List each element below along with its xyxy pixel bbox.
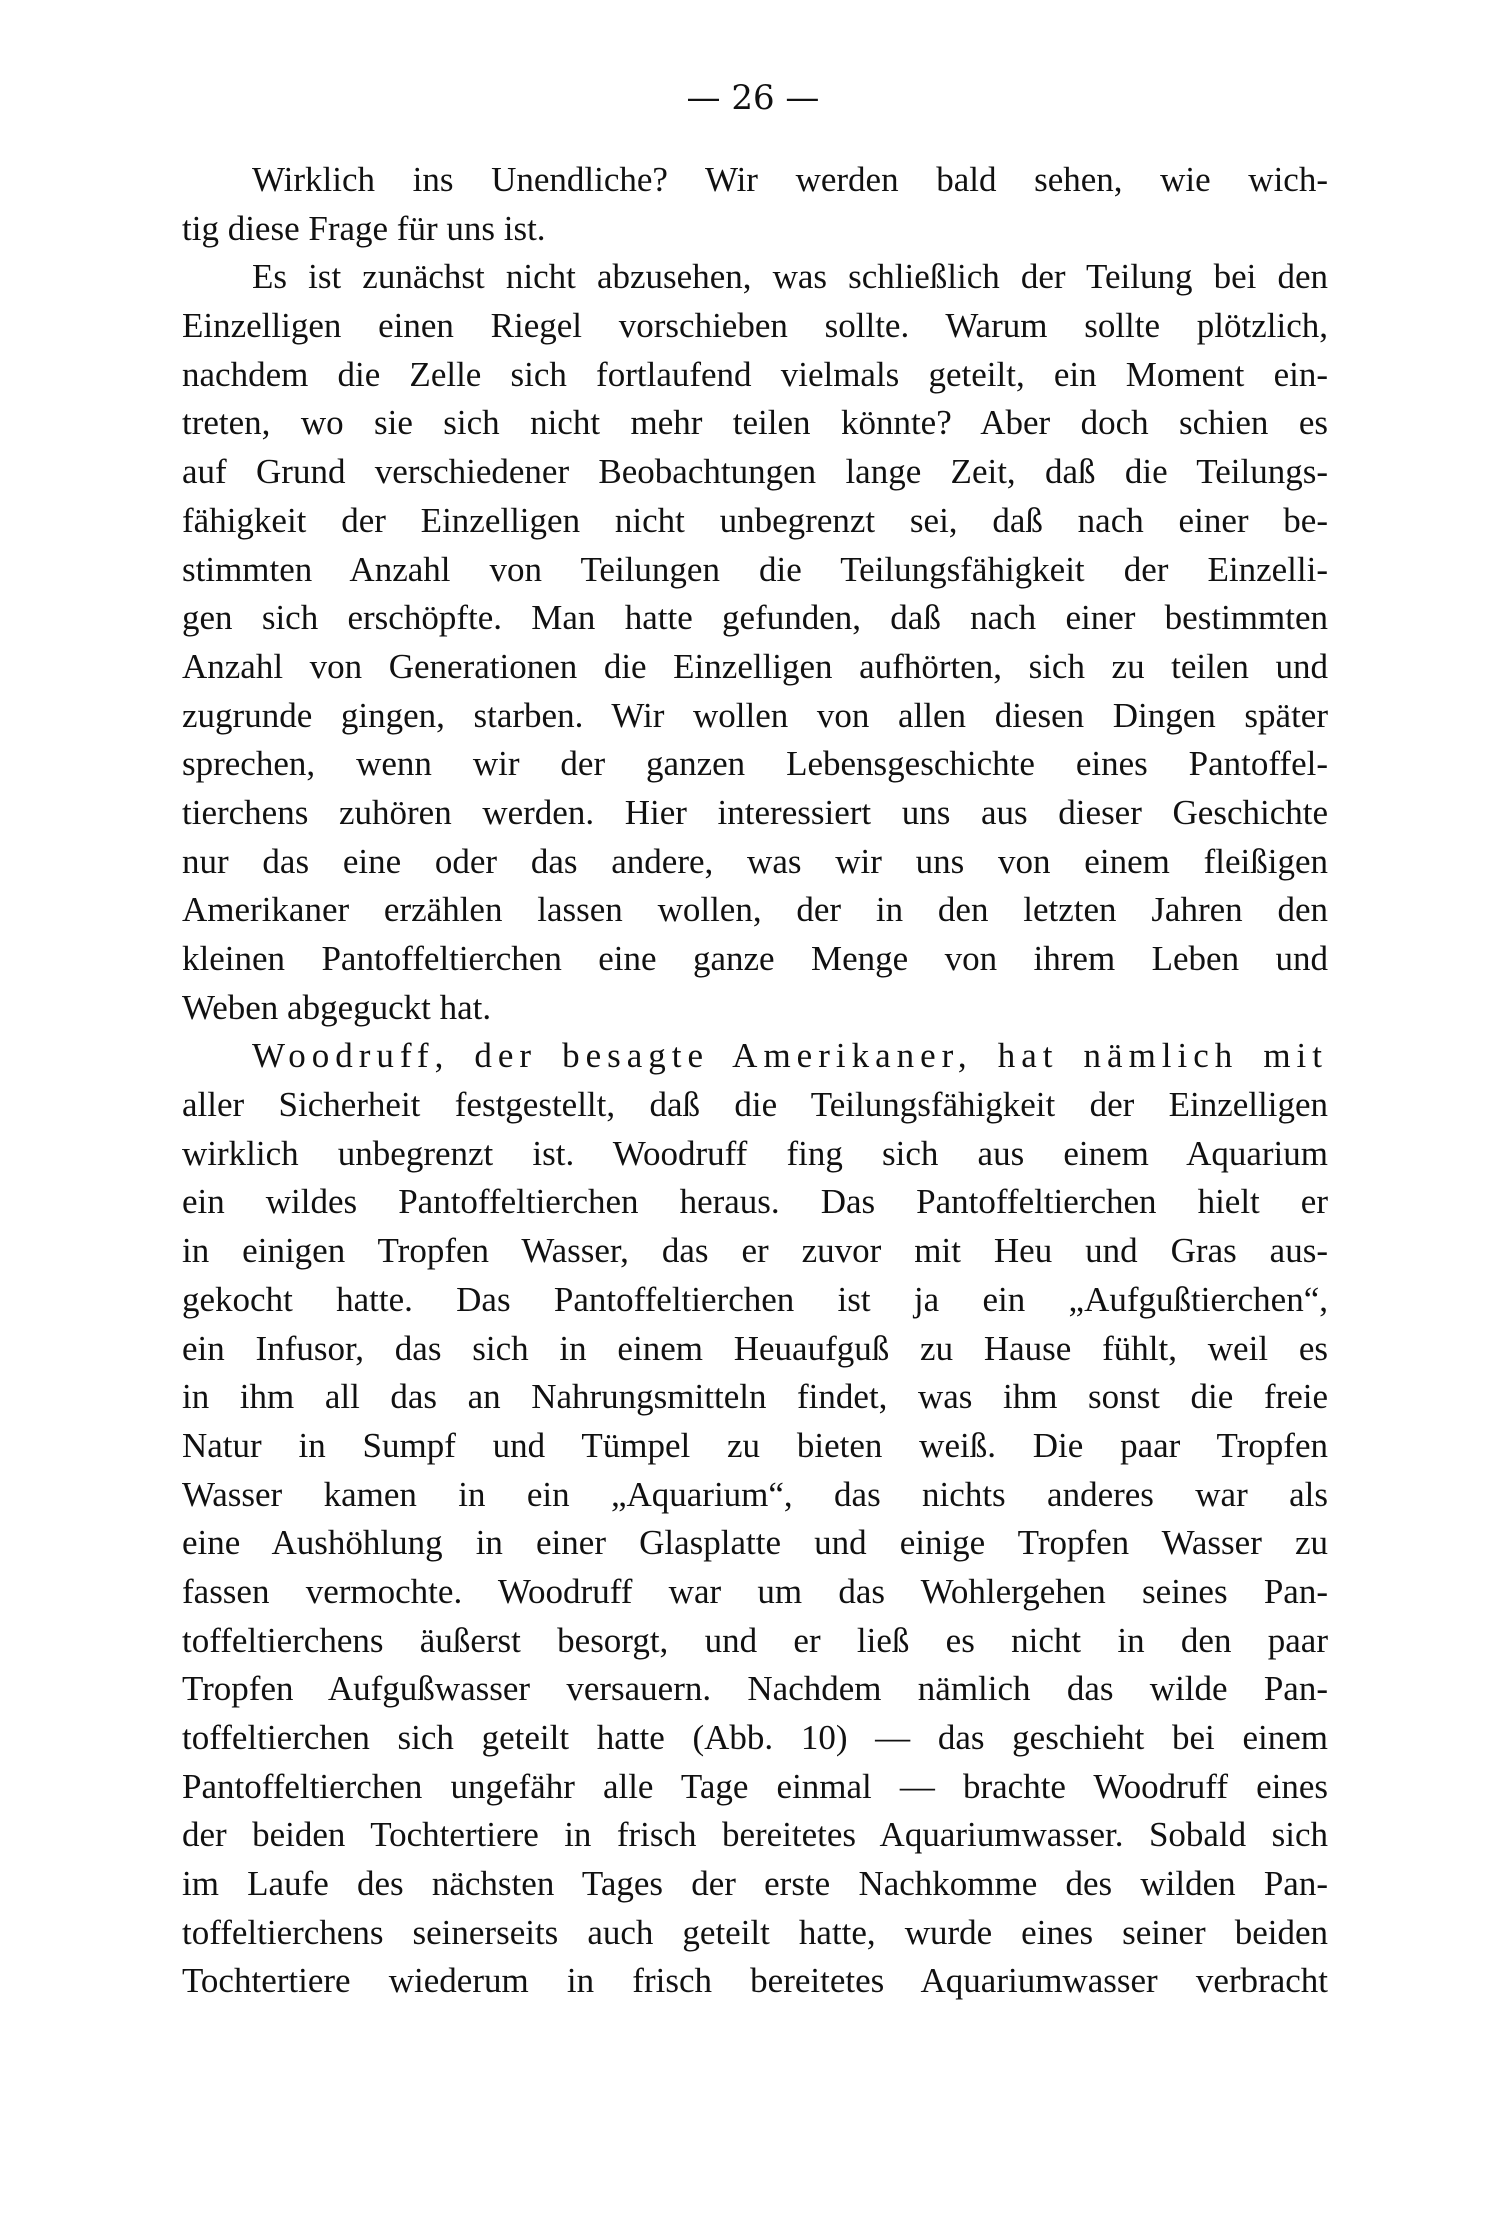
text-line: gekocht hatte. Das Pantoffeltierchen ist ja ein „Aufgußtierchen“,	[182, 1279, 1328, 1319]
text-line: ein Infusor, das sich in einem Heuaufguß zu Hause fühlt, weil es	[182, 1328, 1328, 1368]
text-line: stimmten Anzahl von Teilungen die Teilungsfähigkeit der Einzelli-	[182, 549, 1328, 589]
text-line: ein wildes Pantoffeltierchen heraus. Das Pantoffeltierchen hielt er	[182, 1182, 1328, 1222]
text-line: Einzelligen einen Riegel vorschieben sollte. Warum sollte plötzlich,	[182, 306, 1328, 346]
text-line: in ihm all das an Nahrungsmitteln findet, was ihm sonst die freie	[182, 1377, 1328, 1417]
text-line: Woodruff, der besagte Amerikaner, hat nämlich mit	[252, 1036, 1328, 1076]
text-line: nachdem die Zelle sich fortlaufend vielmals geteilt, ein Moment ein-	[182, 354, 1328, 394]
text-line: der beiden Tochtertiere in frisch bereitetes Aquariumwasser. Sobald sich	[182, 1815, 1328, 1855]
text-line: Pantoffeltierchen ungefähr alle Tage einmal — brachte Woodruff eines	[182, 1766, 1328, 1806]
text-line: tig diese Frage für uns ist.	[182, 208, 546, 248]
text-line: eine Aushöhlung in einer Glasplatte und einige Tropfen Wasser zu	[182, 1523, 1328, 1563]
text-line: Natur in Sumpf und Tümpel zu bieten weiß. Die paar Tropfen	[182, 1425, 1328, 1465]
text-line: kleinen Pantoffeltierchen eine ganze Menge von ihrem Leben und	[182, 939, 1328, 978]
text-line: toffeltierchens seinerseits auch geteilt hatte, wurde eines seiner beiden	[182, 1912, 1328, 1952]
text-line: fassen vermochte. Woodruff war um das Wohlergehen seines Pan-	[182, 1571, 1328, 1611]
text-line: fähigkeit der Einzelligen nicht unbegrenzt sei, daß nach einer be-	[182, 500, 1328, 540]
text-line: auf Grund verschiedener Beobachtungen lange Zeit, daß die Teilungs-	[182, 452, 1328, 492]
text-line: toffeltierchens äußerst besorgt, und er ließ es nicht in den paar	[182, 1620, 1328, 1660]
text-line: gen sich erschöpfte. Man hatte gefunden, daß nach einer bestimmten	[182, 598, 1328, 638]
text-line: Tropfen Aufgußwasser versauern. Nachdem nämlich das wilde Pan-	[182, 1669, 1328, 1709]
body-text	[182, 156, 1328, 2006]
text-line: aller Sicherheit festgestellt, daß die Teilungsfähigkeit der Einzelligen	[182, 1085, 1328, 1125]
text-line: zugrunde gingen, starben. Wir wollen von allen diesen Dingen später	[182, 695, 1328, 735]
text-line: Amerikaner erzählen lassen wollen, der in den letzten Jahren den	[182, 890, 1328, 930]
text-line: Es ist zunächst nicht abzusehen, was schließlich der Teilung bei den	[252, 257, 1328, 297]
text-line: nur das eine oder das andere, was wir uns von einem fleißigen	[182, 841, 1328, 881]
text-line: Anzahl von Generationen die Einzelligen aufhörten, sich zu teilen und	[182, 646, 1328, 686]
paragraph	[182, 1032, 1328, 2006]
text-line: im Laufe des nächsten Tages der erste Nachkomme des wilden Pan-	[182, 1864, 1328, 1904]
page-number: — 26 —	[686, 78, 820, 118]
text-line: tierchens zuhören werden. Hier interessiert uns aus dieser Geschichte	[182, 792, 1328, 832]
text-line: toffeltierchen sich geteilt hatte (Abb. 10) — das geschieht bei einem	[182, 1718, 1328, 1757]
text-line: Wasser kamen in ein „Aquarium“, das nichts anderes war als	[182, 1474, 1328, 1514]
text-line: treten, wo sie sich nicht mehr teilen könnte? Aber doch schien es	[182, 403, 1328, 443]
text-line: sprechen, wenn wir der ganzen Lebensgeschichte eines Pantoffel-	[182, 744, 1328, 784]
paragraph	[182, 253, 1328, 1032]
text-line: Weben abgeguckt hat.	[182, 987, 492, 1027]
text-line: Wirklich ins Unendliche? Wir werden bald sehen, wie wich-	[252, 160, 1328, 199]
text-line: in einigen Tropfen Wasser, das er zuvor mit Heu und Gras aus-	[182, 1231, 1328, 1271]
text-line: wirklich unbegrenzt ist. Woodruff fing sich aus einem Aquarium	[182, 1133, 1328, 1173]
paragraph	[182, 156, 1328, 253]
text-line: Tochtertiere wiederum in frisch bereitetes Aquariumwasser verbracht	[182, 1961, 1328, 2001]
